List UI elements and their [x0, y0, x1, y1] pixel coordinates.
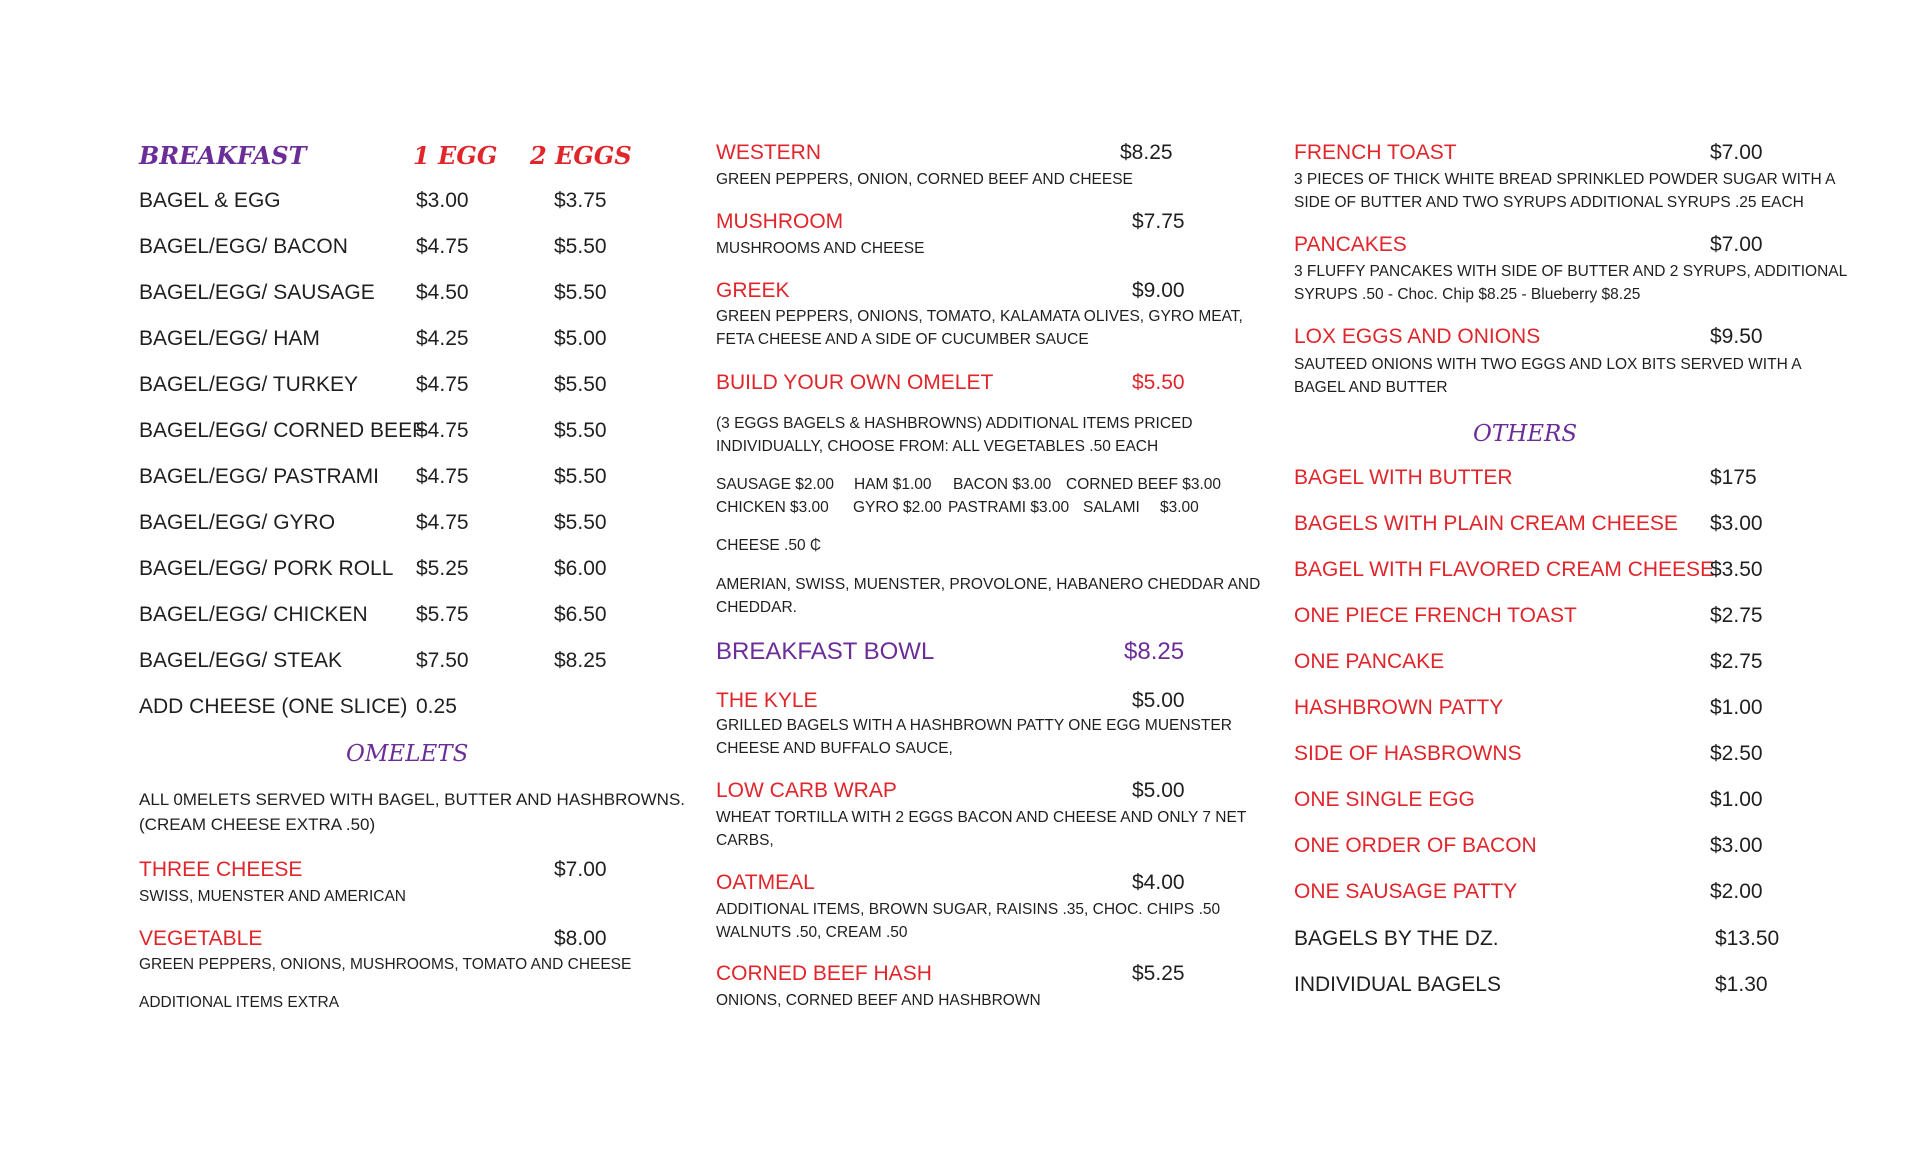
pancakes-price: $7.00	[1710, 233, 1763, 256]
oatmeal-desc-line2: WALNUTS .50, CREAM .50	[716, 924, 908, 941]
build-omelet-desc-line1: (3 EGGS BAGELS & HASHBROWNS) ADDITIONAL ITEMS PRICED	[716, 415, 1193, 432]
breakfast-item-name: BAGEL/EGG/ GYRO	[139, 511, 336, 534]
lox-eggs-desc-line1: SAUTEED ONIONS WITH TWO EGGS AND LOX BITS SERVED WITH A	[1294, 356, 1802, 373]
omelets-note-line2: (CREAM CHEESE EXTRA .50)	[139, 815, 376, 834]
breakfast-item-price-2-eggs: $5.50	[554, 281, 607, 304]
others-item-name: BAGEL WITH FLAVORED CREAM CHEESE	[1294, 558, 1715, 581]
others-item-name: HASHBROWN PATTY	[1294, 696, 1504, 719]
breakfast-item-price-2-eggs: $8.25	[554, 649, 607, 672]
breakfast-header: BREAKFAST	[139, 141, 307, 170]
meat-pastrami: PASTRAMI $3.00	[948, 499, 1070, 516]
breakfast-item-price-2-eggs: $5.50	[554, 465, 607, 488]
the-kyle-name: THE KYLE	[716, 689, 818, 712]
breakfast-item-name: BAGEL/EGG/ TURKEY	[139, 373, 359, 396]
vegetable-name: VEGETABLE	[139, 927, 263, 950]
breakfast-bowl-name: BREAKFAST BOWL	[716, 638, 935, 665]
others-item-name: ONE PIECE FRENCH TOAST	[1294, 604, 1577, 627]
breakfast-item-price-2-eggs: $5.50	[554, 373, 607, 396]
breakfast-item-price-1-egg: $5.75	[416, 603, 469, 626]
three-cheese-price: $7.00	[554, 858, 607, 881]
others-item-price: $3.00	[1710, 512, 1763, 535]
greek-desc-line1: GREEN PEPPERS, ONIONS, TOMATO, KALAMATA OLIVES, GYRO MEAT,	[716, 308, 1243, 325]
others-item-name: BAGEL WITH BUTTER	[1294, 466, 1513, 489]
western-name: WESTERN	[716, 141, 821, 164]
greek-desc-line2: FETA CHEESE AND A SIDE OF CUCUMBER SAUCE	[716, 331, 1089, 348]
mushroom-desc: MUSHROOMS AND CHEESE	[716, 240, 925, 257]
breakfast-item-name: BAGEL/EGG/ PASTRAMI	[139, 465, 380, 488]
mushroom-price: $7.75	[1132, 210, 1185, 233]
omelets-note-line1: ALL 0MELETS SERVED WITH BAGEL, BUTTER AND HASHBROWNS.	[139, 790, 686, 809]
others-item-name: SIDE OF HASBROWNS	[1294, 742, 1522, 765]
bagels-dozen-price: $13.50	[1715, 927, 1780, 950]
vegetable-desc: GREEN PEPPERS, ONIONS, MUSHROOMS, TOMATO AND CHEESE	[139, 956, 632, 973]
others-item-price: $2.00	[1710, 880, 1763, 903]
mushroom-name: MUSHROOM	[716, 210, 844, 233]
meat-ham: HAM $1.00	[854, 476, 932, 493]
pancakes-desc-line2: SYRUPS .50 - Choc. Chip $8.25 - Blueberry $8.25	[1294, 286, 1641, 303]
meat-gyro: GYRO $2.00	[853, 499, 942, 516]
low-carb-wrap-name: LOW CARB WRAP	[716, 779, 897, 802]
individual-bagels-price: $1.30	[1715, 973, 1768, 996]
others-item-price: $1.00	[1710, 788, 1763, 811]
breakfast-item-price-1-egg: $4.75	[416, 373, 469, 396]
two-eggs-header: 2 EGGS	[530, 141, 632, 170]
french-toast-name: FRENCH TOAST	[1294, 141, 1457, 164]
others-item-price: $3.00	[1710, 834, 1763, 857]
breakfast-item-price-2-eggs: $5.50	[554, 419, 607, 442]
breakfast-item-name: BAGEL & EGG	[139, 189, 281, 212]
the-kyle-price: $5.00	[1132, 689, 1185, 712]
oatmeal-price: $4.00	[1132, 871, 1185, 894]
the-kyle-desc-line2: CHEESE AND BUFFALO SAUCE,	[716, 740, 953, 757]
breakfast-item-name: ADD CHEESE (ONE SLICE)	[139, 695, 408, 718]
meat-price-row-1	[716, 476, 1222, 494]
breakfast-item-price-1-egg: $4.75	[416, 235, 469, 258]
omelets-header: OMELETS	[346, 741, 469, 767]
breakfast-item-price-2-eggs: $5.00	[554, 327, 607, 350]
breakfast-item-name: BAGEL/EGG/ CORNED BEEF	[139, 419, 425, 442]
meat-chicken-price: $3.00	[790, 499, 829, 516]
corned-beef-hash-desc: ONIONS, CORNED BEEF AND HASHBROWN	[716, 992, 1041, 1009]
greek-price: $9.00	[1132, 279, 1185, 302]
western-price: $8.25	[1120, 141, 1173, 164]
cheese-list-line1: AMERIAN, SWISS, MUENSTER, PROVOLONE, HABANERO CHEDDAR AND	[716, 576, 1261, 593]
meat-chicken: CHICKEN	[716, 499, 786, 516]
build-omelet-price: $5.50	[1132, 371, 1185, 394]
the-kyle-desc-line1: GRILLED BAGELS WITH A HASHBROWN PATTY ONE EGG MUENSTER	[716, 717, 1232, 734]
breakfast-item-price-2-eggs: $5.50	[554, 511, 607, 534]
others-item-price: $1.00	[1710, 696, 1763, 719]
corned-beef-hash-price: $5.25	[1132, 962, 1185, 985]
build-omelet-desc-line2: INDIVIDUALLY, CHOOSE FROM: ALL VEGETABLES .50 EACH	[716, 438, 1159, 455]
cheese-price-note: CHEESE .50 ₵	[716, 537, 822, 554]
others-item-price: $175	[1710, 466, 1757, 489]
breakfast-item-price-2-eggs: $6.50	[554, 603, 607, 626]
breakfast-item-name: BAGEL/EGG/ CHICKEN	[139, 603, 368, 626]
oatmeal-desc-line1: ADDITIONAL ITEMS, BROWN SUGAR, RAISINS .35, CHOC. CHIPS .50	[716, 901, 1221, 918]
meat-corned-beef: CORNED BEEF $3.00	[1066, 476, 1222, 493]
breakfast-item-name: BAGEL/EGG/ BACON	[139, 235, 348, 258]
french-toast-price: $7.00	[1710, 141, 1763, 164]
meat-salami: SALAMI	[1083, 499, 1140, 516]
french-toast-desc-line1: 3 PIECES OF THICK WHITE BREAD SPRINKLED POWDER SUGAR WITH A	[1294, 171, 1836, 188]
others-item-price: $2.75	[1710, 604, 1763, 627]
corned-beef-hash-name: CORNED BEEF HASH	[716, 962, 932, 985]
vegetable-price: $8.00	[554, 927, 607, 950]
breakfast-item-price-1-egg: 0.25	[416, 695, 457, 718]
breakfast-item-price-1-egg: $7.50	[416, 649, 469, 672]
pancakes-desc-line1: 3 FLUFFY PANCAKES WITH SIDE OF BUTTER AND 2 SYRUPS, ADDITIONAL	[1294, 263, 1848, 280]
others-item-price: $2.75	[1710, 650, 1763, 673]
others-header: OTHERS	[1473, 421, 1578, 447]
additional-items-note: ADDITIONAL ITEMS EXTRA	[139, 994, 340, 1011]
one-egg-header: 1 EGG	[413, 141, 498, 170]
breakfast-item-price-2-eggs: $6.00	[554, 557, 607, 580]
bagels-dozen-name: BAGELS BY THE DZ.	[1294, 927, 1499, 950]
individual-bagels-name: INDIVIDUAL BAGELS	[1294, 973, 1501, 996]
breakfast-item-name: BAGEL/EGG/ STEAK	[139, 649, 343, 672]
breakfast-item-price-1-egg: $4.50	[416, 281, 469, 304]
breakfast-item-name: BAGEL/EGG/ HAM	[139, 327, 320, 350]
breakfast-item-price-1-egg: $5.25	[416, 557, 469, 580]
breakfast-item-price-1-egg: $4.75	[416, 511, 469, 534]
meat-sausage: SAUSAGE $2.00	[716, 476, 835, 493]
western-desc: GREEN PEPPERS, ONION, CORNED BEEF AND CHEESE	[716, 171, 1133, 188]
breakfast-item-name: BAGEL/EGG/ SAUSAGE	[139, 281, 375, 304]
pancakes-name: PANCAKES	[1294, 233, 1407, 256]
low-carb-wrap-price: $5.00	[1132, 779, 1185, 802]
lox-eggs-price: $9.50	[1710, 325, 1763, 348]
meat-salami-price: $3.00	[1160, 499, 1199, 516]
others-item-name: ONE SINGLE EGG	[1294, 788, 1475, 811]
breakfast-item-price-1-egg: $4.75	[416, 465, 469, 488]
meat-price-row-2	[716, 499, 1199, 517]
cheese-list-line2: CHEDDAR.	[716, 599, 797, 616]
low-carb-wrap-desc-line1: WHEAT TORTILLA WITH 2 EGGS BACON AND CHEESE AND ONLY 7 NET	[716, 809, 1247, 826]
others-item-price: $3.50	[1710, 558, 1763, 581]
meat-bacon: BACON $3.00	[953, 476, 1052, 493]
greek-name: GREEK	[716, 279, 790, 302]
breakfast-item-price-1-egg: $4.25	[416, 327, 469, 350]
others-item-name: ONE ORDER OF BACON	[1294, 834, 1537, 857]
french-toast-desc-line2: SIDE OF BUTTER AND TWO SYRUPS ADDITIONAL SYRUPS .25 EACH	[1294, 194, 1804, 211]
oatmeal-name: OATMEAL	[716, 871, 815, 894]
others-item-price: $2.50	[1710, 742, 1763, 765]
three-cheese-name: THREE CHEESE	[139, 858, 303, 881]
low-carb-wrap-desc-line2: CARBS,	[716, 832, 774, 849]
build-omelet-name: BUILD YOUR OWN OMELET	[716, 371, 994, 394]
breakfast-item-price-2-eggs: $5.50	[554, 235, 607, 258]
breakfast-bowl-price: $8.25	[1124, 638, 1185, 665]
breakfast-item-price-1-egg: $4.75	[416, 419, 469, 442]
others-item-name: ONE PANCAKE	[1294, 650, 1445, 673]
breakfast-item-price-1-egg: $3.00	[416, 189, 469, 212]
others-item-name: ONE SAUSAGE PATTY	[1294, 880, 1518, 903]
others-item-name: BAGELS WITH PLAIN CREAM CHEESE	[1294, 512, 1678, 535]
breakfast-item-name: BAGEL/EGG/ PORK ROLL	[139, 557, 394, 580]
lox-eggs-name: LOX EGGS AND ONIONS	[1294, 325, 1541, 348]
lox-eggs-desc-line2: BAGEL AND BUTTER	[1294, 379, 1448, 396]
three-cheese-desc: SWISS, MUENSTER AND AMERICAN	[139, 888, 406, 905]
breakfast-item-price-2-eggs: $3.75	[554, 189, 607, 212]
